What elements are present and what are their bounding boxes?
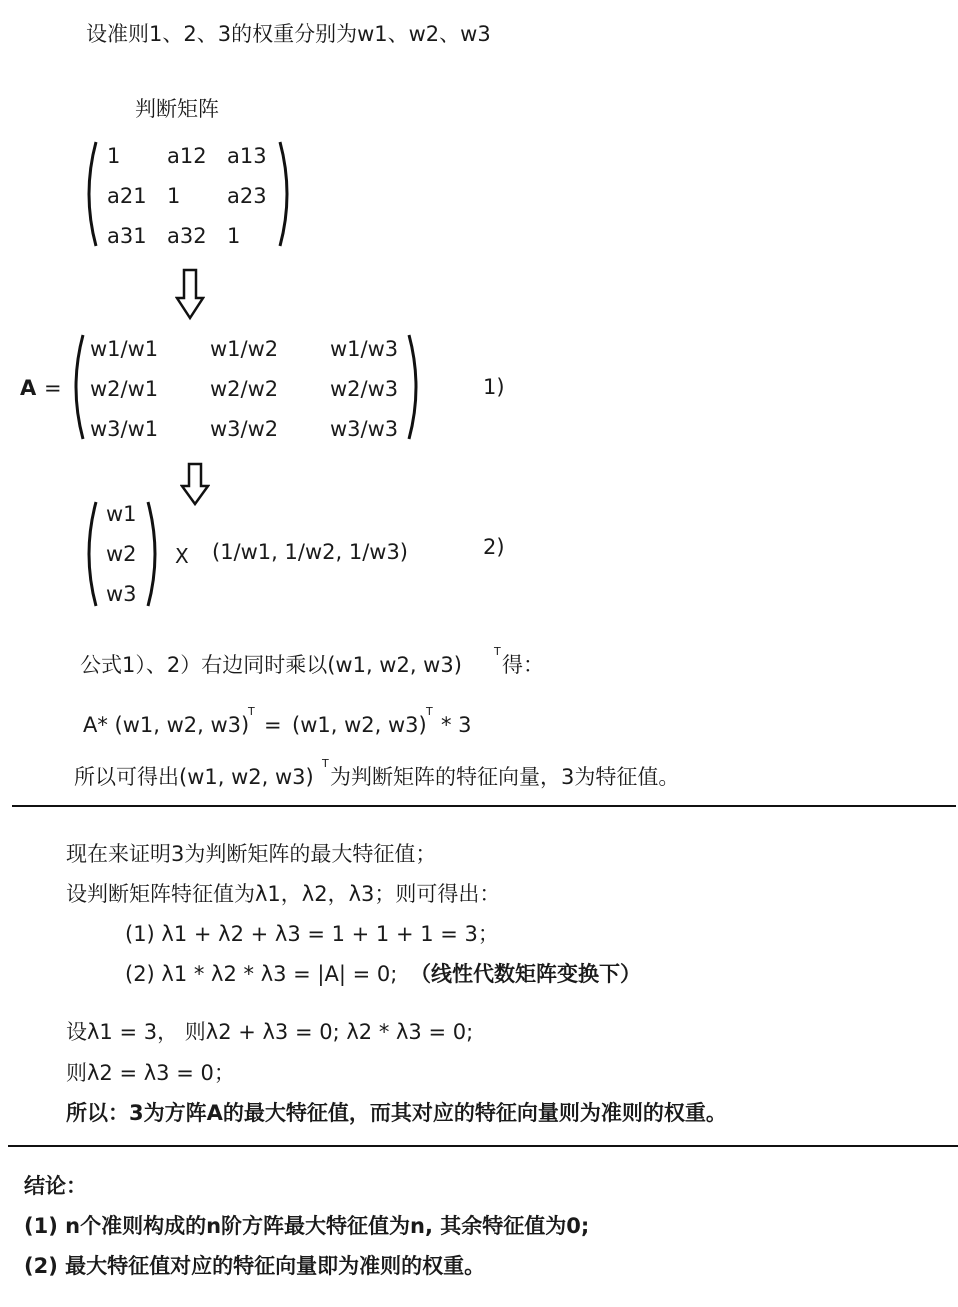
matrix-cell: a13 — [227, 144, 267, 168]
proof-line-1: 现在来证明3为判断矩阵的最大特征值； — [66, 842, 437, 866]
matrix-cell: a21 — [107, 184, 147, 208]
matrix-cell: 1 — [167, 184, 181, 208]
matrix-cell: w1/w3 — [330, 337, 399, 361]
divider — [12, 805, 956, 807]
proof-line-2: 设判断矩阵特征值为λ1，λ2，λ3；则可得出： — [66, 882, 501, 906]
row-vector: (1/w1, 1/w2, 1/w3) — [212, 540, 409, 564]
proof-item-2a: (2) λ1 * λ2 * λ3 = |A| = 0; — [125, 962, 398, 986]
right-paren-icon — [276, 140, 296, 248]
matrix-cell: a12 — [167, 144, 207, 168]
times-symbol: X — [175, 544, 189, 568]
proof-line-3: 设λ1 = 3， 则λ2 + λ3 = 0; λ2 * λ3 = 0; — [66, 1020, 474, 1044]
transpose-mark: T — [494, 645, 501, 658]
explanation-line-3b: 为判断矩阵的特征向量，3为特征值。 — [330, 765, 680, 789]
matrix-cell: w3/w2 — [210, 417, 279, 441]
equation-tag-2: 2) — [483, 535, 505, 559]
conclusion-item-2: (2) 最大特征值对应的特征向量即为准则的权重。 — [24, 1254, 486, 1278]
proof-item-2b: （线性代数矩阵变换下） — [410, 962, 641, 986]
matrix-cell: w2/w1 — [90, 377, 159, 401]
conclusion-title: 结论： — [24, 1174, 87, 1198]
explanation-line-1b: 得： — [502, 653, 544, 677]
matrix-cell: 1 — [107, 144, 121, 168]
down-arrow-icon — [180, 462, 210, 508]
matrix-cell: w1/w1 — [90, 337, 159, 361]
left-paren-icon — [67, 333, 87, 441]
matrix-cell: a31 — [107, 224, 147, 248]
left-paren-icon — [80, 140, 100, 248]
matrix-cell: w3/w3 — [330, 417, 399, 441]
left-paren-icon — [80, 500, 100, 608]
explanation-line-1a: 公式1）、2）右边同时乘以(w1, w2, w3) — [80, 653, 462, 677]
matrix-cell: a23 — [227, 184, 267, 208]
transpose-mark: T — [248, 705, 255, 718]
right-paren-icon — [405, 333, 425, 441]
matrix-cell: 1 — [227, 224, 241, 248]
right-paren-icon — [144, 500, 164, 608]
matrix-a-label: A — [20, 376, 37, 400]
judgment-matrix-title: 判断矩阵 — [135, 97, 219, 121]
explanation-line-3a: 所以可得出(w1, w2, w3) — [74, 765, 314, 789]
matrix-cell: w1/w2 — [210, 337, 279, 361]
matrix-cell: w2/w3 — [330, 377, 399, 401]
proof-item-1: (1) λ1 + λ2 + λ3 = 1 + 1 + 1 = 3； — [125, 922, 499, 946]
matrix-cell: w3/w1 — [90, 417, 159, 441]
matrix-cell: w2/w2 — [210, 377, 279, 401]
equation-equals: = — [264, 713, 282, 737]
transpose-mark: T — [322, 757, 329, 770]
vector-cell: w1 — [106, 502, 137, 526]
transpose-mark: T — [426, 705, 433, 718]
divider — [8, 1145, 958, 1147]
down-arrow-icon — [175, 268, 205, 322]
proof-line-5: 所以：3为方阵A的最大特征值，而其对应的特征向量则为准则的权重。 — [66, 1101, 727, 1125]
equation-tail: * 3 — [441, 713, 472, 737]
intro-text: 设准则1、2、3的权重分别为w1、w2、w3 — [86, 22, 491, 46]
equation-tag-1: 1) — [483, 375, 505, 399]
equation-left: A* (w1, w2, w3) — [83, 713, 250, 737]
vector-cell: w2 — [106, 542, 137, 566]
proof-line-4: 则λ2 = λ3 = 0； — [66, 1061, 235, 1085]
matrix-cell: a32 — [167, 224, 207, 248]
matrix-a-equals: = — [44, 376, 62, 400]
conclusion-item-1: (1) n个准则构成的n阶方阵最大特征值为n, 其余特征值为0; — [24, 1214, 590, 1238]
equation-right: (w1, w2, w3) — [292, 713, 427, 737]
vector-cell: w3 — [106, 582, 137, 606]
